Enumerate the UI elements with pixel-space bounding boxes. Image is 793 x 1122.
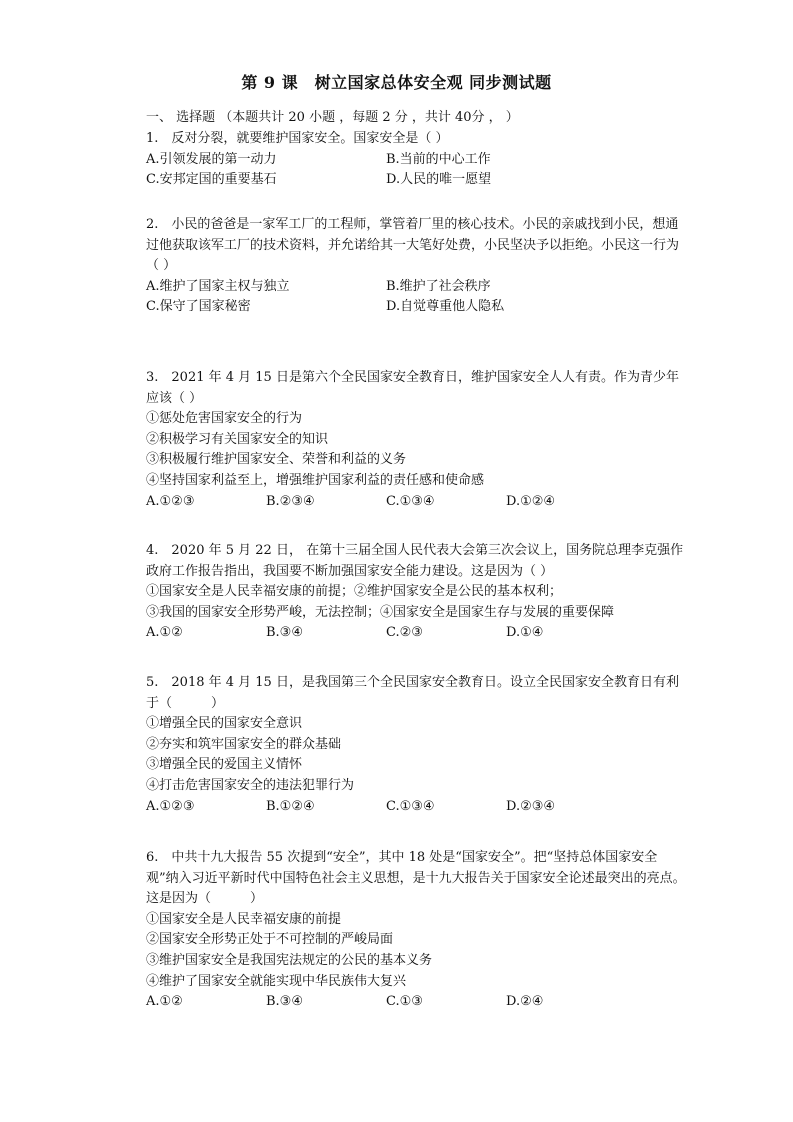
question-stem: 5. 2018 年 4 月 15 日，是我国第三个全民国家安全教育日。设立全民国家安全教育日有利于（ ）	[146, 675, 679, 711]
question-stem: 2. 小民的爸爸是一家军工厂的工程师，掌管着厂里的核心技术。小民的亲戚找到小民，想通过他获取该军工厂的技术资料，并允诺给其一大笔好处费，小民坚决予以拒绝。小民这一行为（ ）	[146, 217, 680, 274]
options	[146, 150, 686, 191]
statement-3: ③增强全民的爱国主义情怀	[146, 757, 303, 773]
statement-2: ②夯实和筑牢国家安全的群众基础	[146, 736, 342, 752]
question-2	[146, 215, 686, 318]
options	[146, 277, 686, 318]
option-c: C.安邦定国的重要基石	[146, 172, 277, 188]
statement-3: ③积极履行维护国家安全、荣誉和利益的义务	[146, 452, 407, 468]
statement-1: ①惩处危害国家安全的行为	[146, 411, 303, 427]
question-stem: 3. 2021 年 4 月 15 日是第六个全民国家安全教育日，维护国家安全人人有责。作为青少年应该（ ）	[146, 370, 679, 406]
question-stem: 4. 2020 年 5 月 22 日， 在第十三届全国人民代表大会第三次会议上，国务院总理李克强作政府工作报告指出，我国要不断加强国家安全能力建设。这是因为（ ）	[146, 543, 684, 579]
option-c: C.①③④	[386, 798, 435, 814]
statement-2: ③我国的国家安全形势严峻，无法控制；④国家安全是国家生存与发展的重要保障	[146, 604, 615, 620]
option-c: C.②③	[386, 625, 423, 641]
statement-2: ②积极学习有关国家安全的知识	[146, 431, 329, 447]
option-a: A.①②③	[146, 493, 195, 509]
option-b: B.③④	[266, 625, 303, 641]
option-b: B.①②④	[266, 798, 315, 814]
section-heading: 一、 选择题 （本题共计 20 小题 ，每题 2 分 ，共计 40分 ， ）	[146, 110, 519, 125]
question-1	[146, 129, 686, 191]
option-b: B.当前的中心工作	[386, 151, 491, 167]
option-b: B.③④	[266, 994, 303, 1010]
question-4	[146, 541, 686, 644]
statement-4: ④打击危害国家安全的违法犯罪行为	[146, 777, 355, 793]
option-a: A.维护了国家主权与独立	[146, 278, 290, 294]
statement-3: ③维护国家安全是我国宪法规定的公民的基本义务	[146, 952, 433, 968]
statement-1: ①国家安全是人民幸福安康的前提	[146, 911, 342, 927]
option-d: D.①②④	[506, 493, 556, 509]
option-d: D.自觉尊重他人隐私	[386, 299, 505, 315]
option-c: C.①③④	[386, 493, 435, 509]
option-c: C.①③	[386, 994, 423, 1010]
option-a: A.①②③	[146, 798, 195, 814]
question-stem: 6. 中共十九大报告 55 次提到“安全”，其中 18 处是“国家安全”。把“坚持总体国家安全观”纳入习近平新时代中国特色社会主义思想，是十九大报告关于国家安全论述最突出的亮点。这是因为（ ）	[146, 850, 686, 907]
question-stem: 1. 反对分裂，就要维护国家安全。国家安全是（ ）	[146, 131, 449, 146]
question-6	[146, 848, 686, 1013]
option-d: D.①④	[506, 625, 544, 641]
option-d: D.人民的唯一愿望	[386, 172, 492, 188]
statement-1: ①国家安全是人民幸福安康的前提；②维护国家安全是公民的基本权利；	[146, 584, 563, 600]
option-d: D.②③④	[506, 798, 556, 814]
question-5	[146, 673, 686, 817]
page-title: 第 9 课 树立国家总体安全观 同步测试题	[241, 73, 552, 92]
option-b: B.②③④	[266, 493, 315, 509]
statement-4: ④维护了国家安全就能实现中华民族伟大复兴	[146, 973, 407, 989]
option-a: A.引领发展的第一动力	[146, 151, 277, 167]
option-a: A.①②	[146, 625, 183, 641]
options	[146, 992, 686, 1013]
option-d: D.②④	[506, 994, 544, 1010]
statement-2: ②国家安全形势正处于不可控制的严峻局面	[146, 932, 394, 948]
options	[146, 797, 686, 818]
statement-4: ④坚持国家利益至上，增强维护国家利益的责任感和使命感	[146, 472, 485, 488]
options	[146, 623, 686, 644]
statement-1: ①增强全民的国家安全意识	[146, 716, 303, 732]
question-3	[146, 368, 686, 512]
option-a: A.①②	[146, 994, 183, 1010]
options	[146, 492, 686, 513]
option-c: C.保守了国家秘密	[146, 299, 251, 315]
option-b: B.维护了社会秩序	[386, 278, 491, 294]
